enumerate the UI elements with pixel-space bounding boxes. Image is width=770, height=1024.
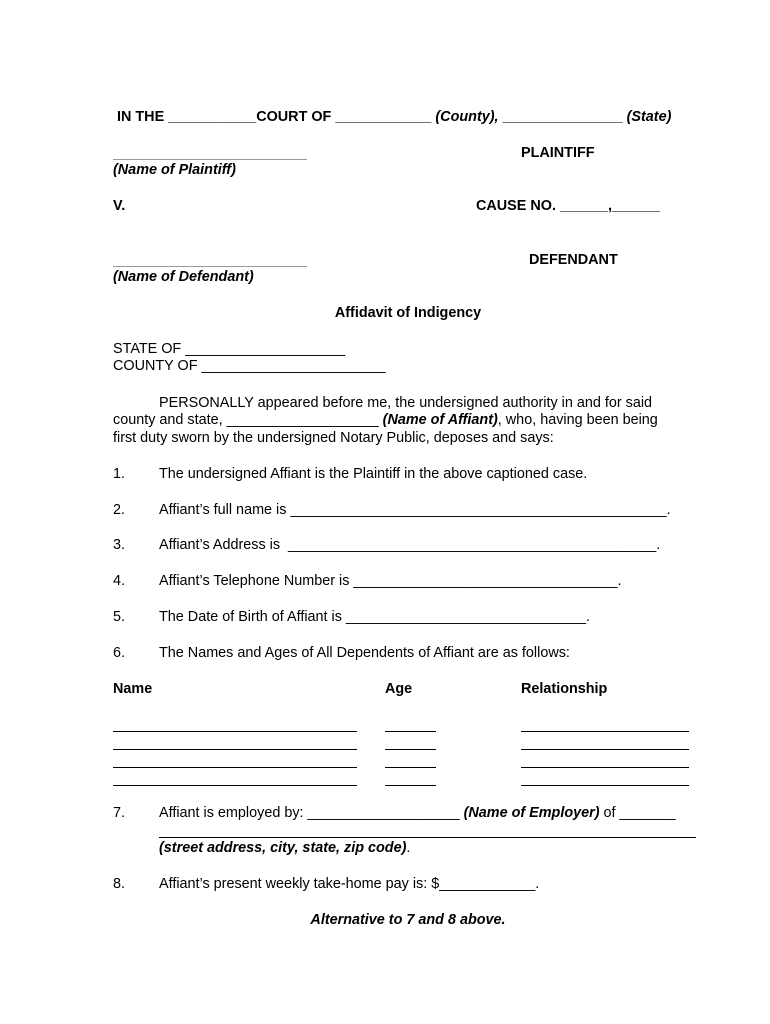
state-label: (State) xyxy=(626,109,672,125)
item-number: 1. xyxy=(113,466,126,482)
dependent-relationship-blank xyxy=(521,749,689,750)
street-address-label: (street address, city, state, zip code) xyxy=(159,840,407,856)
weekly-pay-line: Affiant’s present weekly take-home pay is: $____________. xyxy=(159,876,540,892)
dependent-name-blank xyxy=(113,749,357,750)
item-number: 2. xyxy=(113,502,126,518)
intro-line-1: PERSONALLY appeared before me, the undersigned authority in and for said xyxy=(159,395,653,411)
address-period: . xyxy=(406,840,411,856)
table-header-relationship: Relationship xyxy=(521,681,608,697)
county-of-line: COUNTY OF _______________________ xyxy=(113,358,386,374)
table-header-age: Age xyxy=(385,681,413,697)
name-of-employer-label: (Name of Employer) xyxy=(463,805,600,821)
item-number: 7. xyxy=(113,805,126,821)
item-number: 3. xyxy=(113,537,126,553)
intro-line-2-end: , who, having been being xyxy=(497,412,658,428)
dependent-age-blank xyxy=(385,785,436,786)
intro-line-3: first duty sworn by the undersigned Notary Public, deposes and says: xyxy=(113,430,554,446)
dependent-relationship-blank xyxy=(521,731,689,732)
item-text: The undersigned Affiant is the Plaintiff in the above captioned case. xyxy=(159,466,588,482)
court-caption-line xyxy=(117,109,671,126)
cause-number: CAUSE NO. ______,______ xyxy=(476,198,660,214)
employer-address-caption xyxy=(159,840,410,857)
state-blank: _______________ xyxy=(498,109,627,125)
item-text: Affiant’s full name is _______________________________________________. xyxy=(159,502,671,518)
court-caption-text: IN THE ___________COURT OF ____________ xyxy=(117,109,436,125)
name-of-defendant-label: (Name of Defendant) xyxy=(113,269,254,285)
item-text: Affiant’s Address is ______________________________________________. xyxy=(159,537,661,553)
dependent-age-blank xyxy=(385,731,436,732)
item-number: 4. xyxy=(113,573,126,589)
item-number: 6. xyxy=(113,645,126,661)
intro-line-2-start: county and state, ___________________ xyxy=(113,412,383,428)
dependent-age-blank xyxy=(385,767,436,768)
name-of-affiant-label: (Name of Affiant) xyxy=(382,412,498,428)
alternative-heading: Alternative to 7 and 8 above. xyxy=(310,912,506,928)
item-text: The Date of Birth of Affiant is ______________________________. xyxy=(159,609,591,625)
employer-address-blank xyxy=(159,837,696,838)
employment-line xyxy=(159,805,676,822)
item-text: The Names and Ages of All Dependents of Affiant are as follows: xyxy=(159,645,570,661)
item-text: Affiant’s Telephone Number is _________________________________. xyxy=(159,573,622,589)
dependent-relationship-blank xyxy=(521,767,689,768)
dependent-name-blank xyxy=(113,731,357,732)
plaintiff-name-line xyxy=(113,159,307,160)
defendant-label: DEFENDANT xyxy=(529,252,618,268)
dependent-relationship-blank xyxy=(521,785,689,786)
plaintiff-label: PLAINTIFF xyxy=(521,145,595,161)
name-of-plaintiff-label: (Name of Plaintiff) xyxy=(113,162,236,178)
employment-text-start: Affiant is employed by: ___________________ xyxy=(159,805,464,821)
employment-text-end: of _______ xyxy=(599,805,676,821)
dependent-name-blank xyxy=(113,767,357,768)
dependent-age-blank xyxy=(385,749,436,750)
item-number: 8. xyxy=(113,876,126,892)
state-of-line: STATE OF ____________________ xyxy=(113,341,346,357)
versus-label: V. xyxy=(113,198,126,214)
county-label: (County), xyxy=(435,109,499,125)
item-number: 5. xyxy=(113,609,126,625)
document-title: Affidavit of Indigency xyxy=(334,305,482,321)
defendant-name-line xyxy=(113,266,307,267)
intro-line-2 xyxy=(113,412,658,429)
table-header-name: Name xyxy=(113,681,153,697)
dependent-name-blank xyxy=(113,785,357,786)
